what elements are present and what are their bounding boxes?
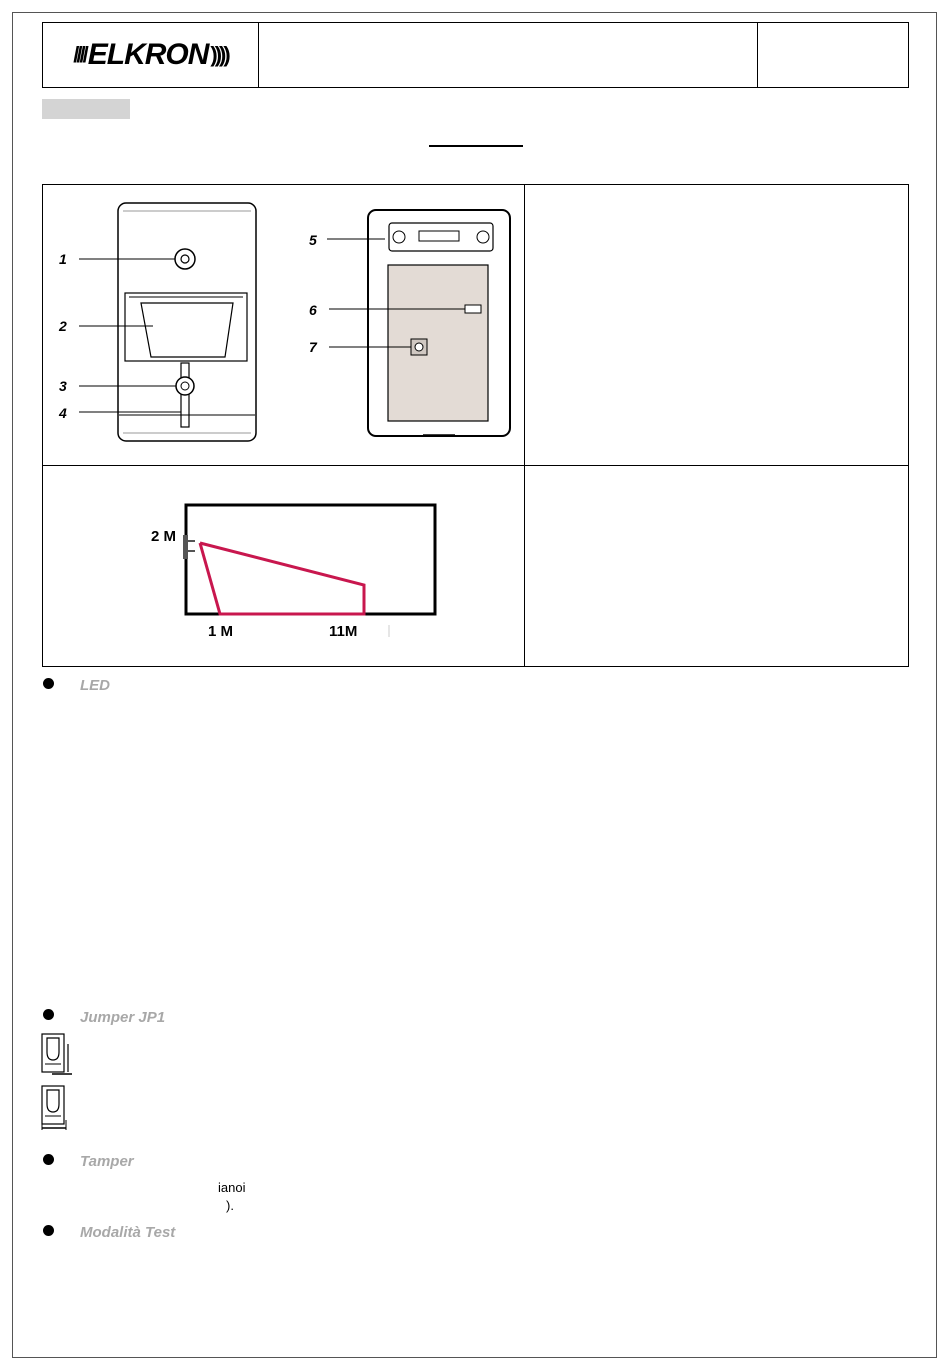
y-axis-label: 2 M	[151, 528, 177, 545]
grey-tag	[42, 99, 130, 119]
logo-cell	[43, 23, 259, 87]
tamper-text-fragment-2: ).	[226, 1198, 234, 1213]
coverage-diagram	[151, 505, 435, 640]
title-underline	[429, 145, 523, 147]
pir-lens	[141, 303, 233, 357]
coverage-frame	[186, 505, 435, 614]
detector-marker	[183, 535, 188, 559]
jumper-jp1	[465, 305, 481, 313]
logo-lines-right: ))))	[210, 42, 228, 67]
jumper-closed-icon	[42, 1086, 66, 1130]
tamper-bullet	[43, 1154, 54, 1165]
test-mode-bullet	[43, 1225, 54, 1236]
detector-front-view	[118, 203, 256, 441]
x-label-near: 1 M	[208, 623, 234, 640]
jumper-heading: Jumper JP1	[80, 1009, 166, 1026]
table-vertical-divider	[524, 185, 525, 666]
jumper-bullet	[43, 1009, 54, 1020]
callout-5: 5	[309, 232, 317, 248]
figure-drawings	[43, 185, 524, 666]
logo-lines-left: ////	[73, 42, 86, 67]
x-label-far: 11M	[329, 623, 358, 640]
logo-text: ELKRON	[87, 38, 209, 71]
jumper-open-icon	[42, 1034, 72, 1074]
tamper-text-fragment-1: ianoi	[218, 1180, 246, 1195]
document-header	[42, 22, 909, 88]
callout-6: 6	[309, 302, 317, 318]
test-mode-heading: Modalità Test	[80, 1224, 176, 1241]
detector-pcb-view	[368, 210, 510, 436]
header-title-cell	[259, 23, 758, 87]
elkron-logo	[73, 38, 227, 72]
header-code-cell	[758, 23, 908, 87]
led-heading: LED	[80, 677, 110, 694]
jumper-diagrams	[40, 1032, 74, 1132]
callout-1: 1	[59, 251, 67, 267]
callout-3: 3	[59, 378, 67, 394]
callout-2: 2	[59, 318, 67, 334]
led-bullet	[43, 678, 54, 689]
callout-7: 7	[309, 339, 317, 355]
figure-table	[42, 184, 909, 667]
pcb-board	[388, 265, 488, 421]
callout-4: 4	[59, 405, 67, 421]
tamper-heading: Tamper	[80, 1153, 134, 1170]
